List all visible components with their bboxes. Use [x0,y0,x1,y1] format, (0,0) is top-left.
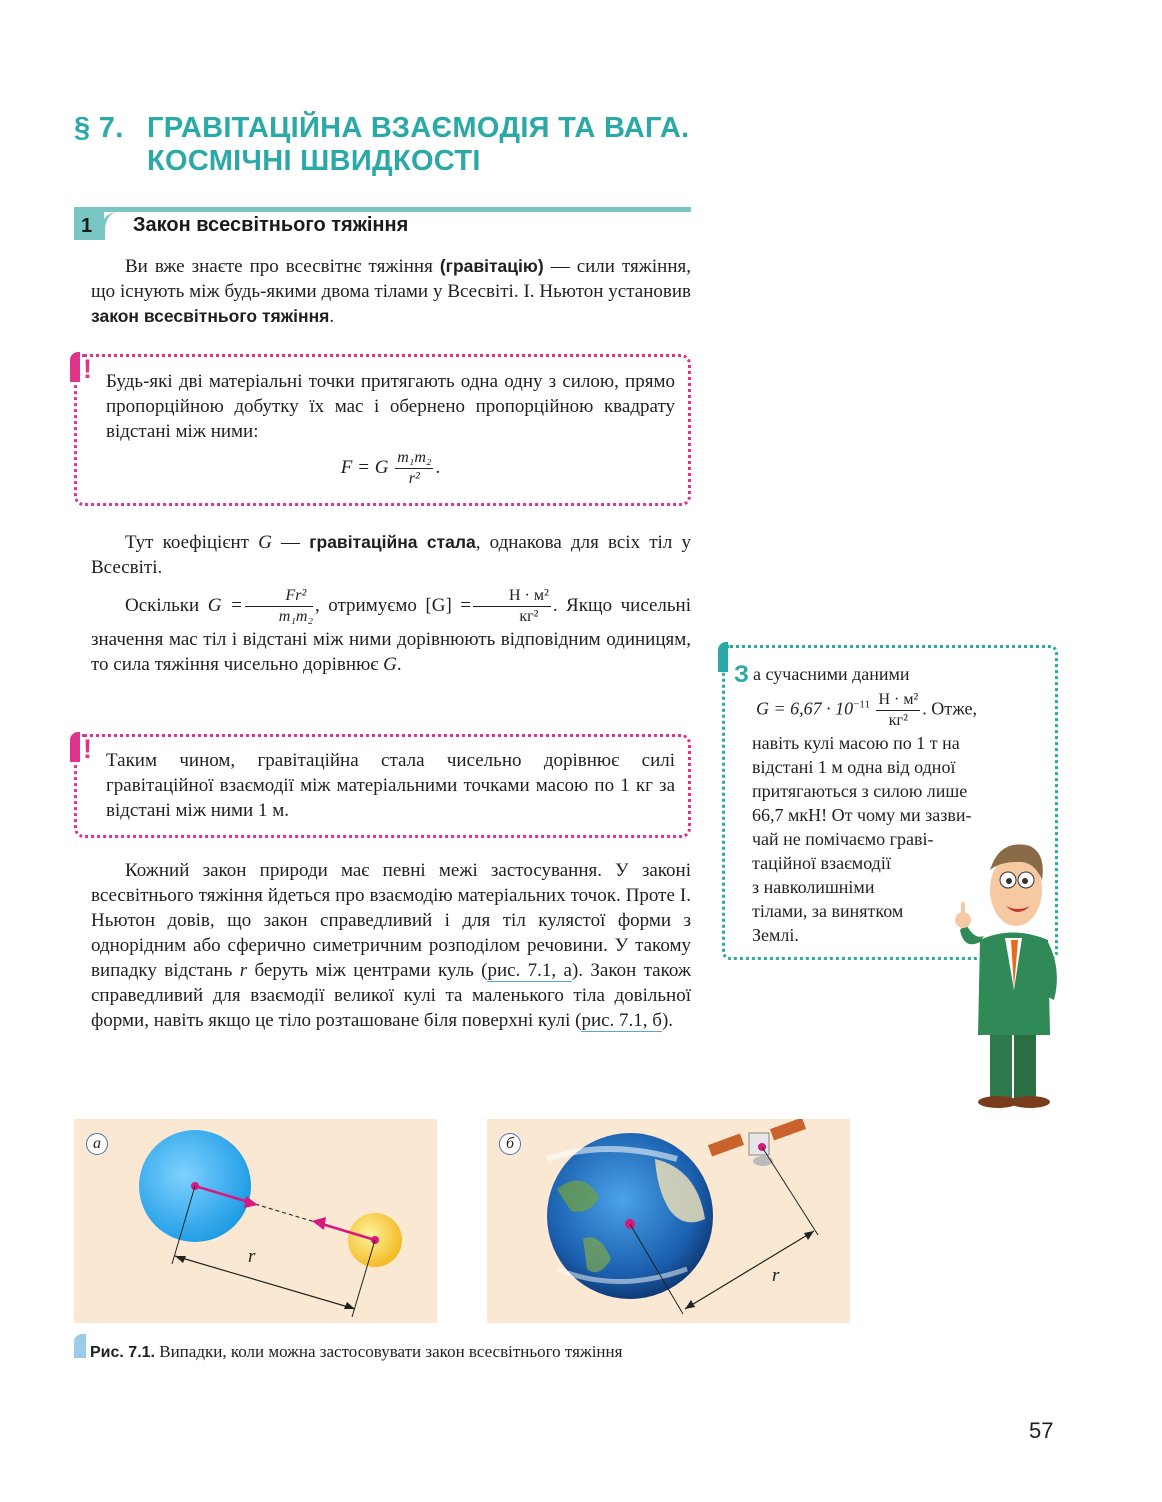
term-constant: гравітаційна стала [309,532,476,552]
subsection-title: Закон всесвітнього тяжіння [133,214,409,236]
title-line-2: КОСМІЧНІ ШВИДКОСТІ [147,145,481,177]
intro-text: — сили тяжіння, що існують між будь-якими двома тілами у Всесвіті. І. Ньютон установив [91,256,691,302]
panel-label-b: б [499,1133,521,1155]
section-number: § 7. [74,112,124,144]
two-spheres-diagram [74,1119,437,1323]
rule-1-text: Будь-які дві матеріальні точки притягають одна одну з силою, прямо пропорційною добутку їх мас і обернено пропорційною квадрату відстані між ними: F = G $\frac{\text{m₁m₂}}{\text{r²}}$ . [106,371,675,487]
professor-illustration [950,840,1080,1110]
section-header-bar [74,207,691,212]
distance-label-a: r [248,1246,256,1267]
gravitational-constant-paragraph: Тут коефіцієнт G — гравітаційна стала, однакова для всіх тіл у Всесвіті. [91,532,691,578]
page-number: 57 [1029,1418,1054,1443]
subsection-number: 1 [74,212,104,240]
term-law: закон всесвітнього тяжіння [91,306,330,326]
drop-cap: З [734,661,750,688]
figure-link-a[interactable]: рис. 7.1, а [487,960,572,981]
distance-label-b: r [772,1265,780,1286]
exclamation-icon: ! [70,352,100,388]
side-note-text: З а сучасними даними $G = 6,67 \cdot 10^{-11}$ $\frac{\text{Н · м²}}{\text{кг²}}$ . Отже, навіть кулі масою по 1 т на відстані 1 м одна від одної притягаються з силою лише 66,7 мкН! От чому ми зазви- чай не помічаємо граві- таційної взаємодії з навколишніми тілами, за винятком Землі. [752,661,1042,947]
intro-paragraph: Ви вже знаєте про всесвітнє тяжіння (гравітацію) — сили тяжіння, що існують між будь-якими двома тілами у Всесвіті. І. Ньютон установив закон всесвітнього тяжіння. [91,256,691,327]
units-paragraph: Оскільки G = $\frac{\text{Fr²}}{\text{m₁m₂}}$ , отримуємо [G] = $\frac{\text{Н · м²}}{\text{кг²}}$ . Якщо чисельні значення мас тіл і відстані між ними дорівнюють відповідним одиницям, то сила тяжіння чисельно дорівнює G. [91,587,692,675]
term-gravitation: (гравітацію) [439,256,544,276]
title-line-1: ГРАВІТАЦІЙНА ВЗАЄМОДІЯ ТА ВАГА. [147,112,690,144]
satellite [708,1119,806,1166]
caption-marker [74,1334,86,1358]
intro-text: Ви вже знаєте про всесвітнє тяжіння [125,256,440,277]
constant-value-formula: $G = 6,67 \cdot 10^{-11}$ $\frac{\text{Н · м²}}{\text{кг²}}$ . Отже, [756,691,978,729]
figure-caption: Рис. 7.1. Випадки, коли можна застосовувати закон всесвітнього тяжіння [90,1342,623,1361]
law-limits-paragraph: Кожний закон природи має певні межі застосування. У законі всесвітнього тяжіння йдеться про взаємодію матеріальних точок. Проте І. Ньютон довів, що закон справедливий і для тіл кулястої форми з однорідним або сферично симетричним розподілом речовини. У такому випадку відстань r беруть між центрами куль (рис. 7.1, а). Закон також справедливий для взаємодії великої кулі та маленького тіла довільної форми, навіть якщо це тіло розташоване біля поверхні кулі (рис. 7.1, б). [91,860,691,1031]
exclamation-icon: ! [70,732,100,768]
gravitation-formula: F = G $\frac{\text{m₁m₂}}{\text{r²}}$ . [340,449,441,487]
earth-satellite-diagram [487,1119,850,1323]
figure-link-b[interactable]: рис. 7.1, б [581,1010,662,1031]
rule-2-text: Таким чином, гравітаційна стала чисельно дорівнює силі гравітаційної взаємодії між матеріальними точками масою по 1 кг за відстані між ними 1 м. [106,750,675,821]
panel-label-a: а [86,1133,108,1155]
